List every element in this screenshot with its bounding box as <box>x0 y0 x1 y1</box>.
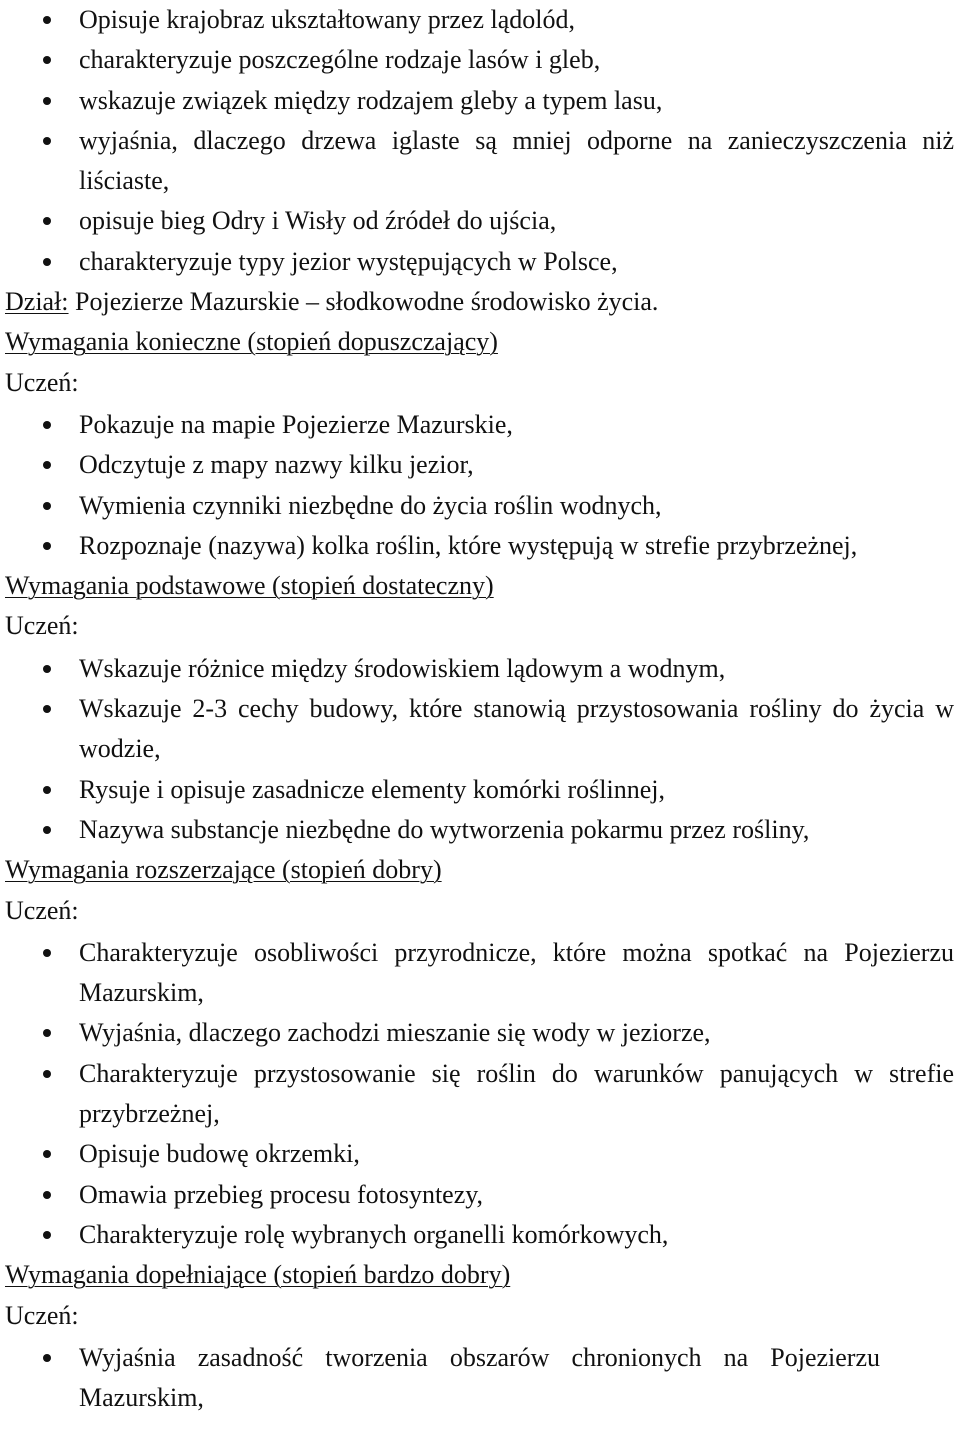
list-item: Wymienia czynniki niezbędne do życia roślin wodnych, <box>0 486 960 526</box>
bullet-icon <box>43 56 51 64</box>
bullet-icon <box>43 421 51 429</box>
list-item: Wyjaśnia zasadność tworzenia obszarów chronionych na Pojezierzu Mazurskim, <box>0 1338 960 1419</box>
bullet-icon <box>43 1070 51 1078</box>
list-item: Charakteryzuje przystosowanie się roślin do warunków panujących w strefie przybrzeżnej, <box>0 1054 960 1135</box>
list-item: Omawia przebieg procesu fotosyntezy, <box>0 1175 960 1215</box>
bullet-icon <box>43 786 51 794</box>
requirements-list-3 <box>0 933 960 1255</box>
bullet-icon <box>43 97 51 105</box>
bullet-icon <box>43 258 51 266</box>
list-item: charakteryzuje typy jezior występujących w Polsce, <box>0 242 960 282</box>
bullet-icon <box>43 1029 51 1037</box>
intro-list <box>0 0 960 282</box>
bullet-icon <box>43 16 51 24</box>
bullet-icon <box>43 826 51 834</box>
bullet-icon <box>43 217 51 225</box>
list-item: Charakteryzuje rolę wybranych organelli komórkowych, <box>0 1215 960 1255</box>
list-item: Opisuje budowę okrzemki, <box>0 1134 960 1174</box>
bullet-icon <box>43 542 51 550</box>
list-item: Pokazuje na mapie Pojezierze Mazurskie, <box>0 405 960 445</box>
bullet-icon <box>43 1231 51 1239</box>
list-item: Wskazuje różnice między środowiskiem lądowym a wodnym, <box>0 649 960 689</box>
list-item: charakteryzuje poszczególne rodzaje lasów i gleb, <box>0 40 960 80</box>
list-item: Opisuje krajobraz ukształtowany przez lądolód, <box>0 0 960 40</box>
section-title: Pojezierze Mazurskie – słodkowodne środowisko życia. <box>75 287 659 317</box>
list-item: Wyjaśnia, dlaczego zachodzi mieszanie się wody w jeziorze, <box>0 1013 960 1053</box>
list-item: Nazywa substancje niezbędne do wytworzenia pokarmu przez rośliny, <box>0 810 960 850</box>
list-item: Rozpoznaje (nazywa) kolka roślin, które występują w strefie przybrzeżnej, <box>0 526 960 566</box>
list-item: Charakteryzuje osobliwości przyrodnicze, które można spotkać na Pojezierzu Mazurskim, <box>0 933 960 1014</box>
list-item: Wskazuje 2-3 cechy budowy, które stanowią przystosowania rośliny do życia w wodzie, <box>0 689 960 770</box>
requirements-heading-3: Wymagania rozszerzające (stopień dobry) <box>5 855 442 885</box>
student-label: Uczeń: <box>5 895 79 925</box>
bullet-icon <box>43 949 51 957</box>
bullet-icon <box>43 1354 51 1362</box>
list-item: Odczytuje z mapy nazwy kilku jezior, <box>0 445 960 485</box>
section-header <box>0 282 960 322</box>
section-label: Dział: <box>5 287 69 317</box>
bullet-icon <box>43 665 51 673</box>
list-item: wskazuje związek między rodzajem gleby a typem lasu, <box>0 81 960 121</box>
list-item: wyjaśnia, dlaczego drzewa iglaste są mniej odporne na zanieczyszczenia niż liściaste, <box>0 121 960 202</box>
student-label: Uczeń: <box>5 367 79 397</box>
list-item: opisuje bieg Odry i Wisły od źródeł do ujścia, <box>0 201 960 241</box>
bullet-icon <box>43 705 51 713</box>
bullet-icon <box>43 502 51 510</box>
student-label: Uczeń: <box>5 1300 79 1330</box>
bullet-icon <box>43 137 51 145</box>
requirements-list-4 <box>0 1338 960 1419</box>
requirements-list-1 <box>0 405 960 566</box>
requirements-heading-4: Wymagania dopełniające (stopień bardzo dobry) <box>5 1260 511 1290</box>
requirements-list-2 <box>0 649 960 850</box>
list-item: Rysuje i opisuje zasadnicze elementy komórki roślinnej, <box>0 770 960 810</box>
requirements-heading-1: Wymagania konieczne (stopień dopuszczający) <box>5 327 498 357</box>
student-label: Uczeń: <box>5 611 79 641</box>
bullet-icon <box>43 461 51 469</box>
bullet-icon <box>43 1191 51 1199</box>
bullet-icon <box>43 1150 51 1158</box>
requirements-heading-2: Wymagania podstawowe (stopień dostateczny) <box>5 571 494 601</box>
